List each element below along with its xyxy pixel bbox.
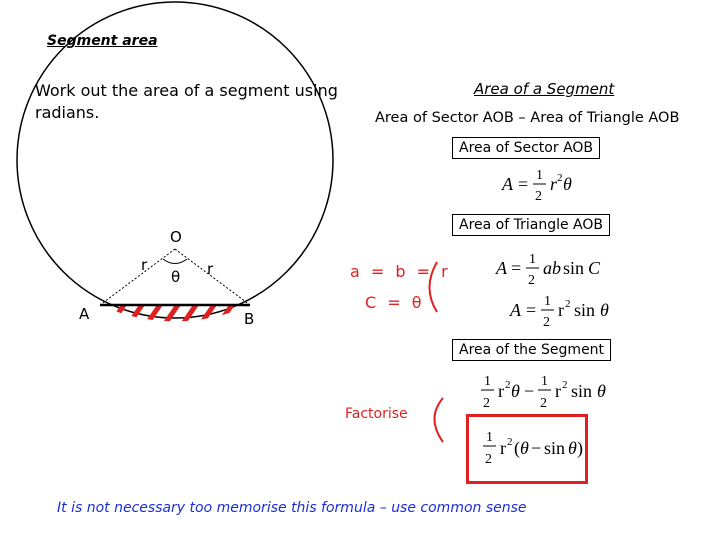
factorised-result-box (466, 414, 588, 484)
segment-area-expression (478, 370, 638, 414)
svg-text:A: A (510, 300, 521, 320)
segment-area-label: Area of the Segment (452, 339, 611, 361)
svg-text:1: 1 (484, 374, 491, 389)
svg-text:2: 2 (540, 396, 547, 411)
svg-text:=: = (511, 258, 522, 278)
svg-text:θ: θ (563, 174, 572, 194)
factorise-bracket (435, 398, 444, 442)
triangle-area-label: Area of Triangle AOB (452, 214, 610, 236)
point-o-label: O (170, 228, 182, 246)
sector-area-formula (500, 162, 590, 206)
svg-text:r: r (498, 381, 504, 401)
triangle-area-formula-general (492, 248, 607, 288)
svg-text:(: ( (514, 438, 520, 458)
svg-text:θ: θ (600, 300, 609, 320)
svg-text:sin: sin (563, 258, 585, 278)
svg-text:r: r (500, 438, 506, 458)
svg-text:1: 1 (486, 430, 493, 445)
svg-text:r: r (555, 381, 561, 401)
sector-area-label: Area of Sector AOB (452, 137, 600, 159)
svg-text:2: 2 (565, 298, 571, 310)
point-a-label: A (79, 305, 90, 323)
svg-text:2: 2 (485, 452, 492, 467)
svg-text:r: r (558, 300, 564, 320)
svg-text:2: 2 (535, 189, 542, 204)
svg-text:2: 2 (543, 315, 550, 330)
svg-text:sin: sin (574, 300, 596, 320)
svg-text:r: r (550, 174, 558, 194)
svg-text:2: 2 (483, 396, 490, 411)
page-title: Segment area (47, 33, 158, 49)
svg-text:2: 2 (557, 172, 563, 184)
footnote-text: It is not necessary too memorise this formula – use common sense (57, 500, 527, 516)
segment-definition: Area of Sector AOB – Area of Triangle AOB (375, 110, 680, 126)
svg-text:=: = (518, 174, 529, 194)
svg-text:−: − (531, 438, 542, 458)
svg-text:θ: θ (568, 438, 577, 458)
svg-text:θ: θ (597, 381, 606, 401)
svg-text:sin: sin (544, 438, 566, 458)
svg-text:ab: ab (543, 258, 561, 278)
radius-label-left: r (141, 256, 148, 274)
svg-text:1: 1 (544, 294, 551, 309)
intro-text: Work out the area of a segment using radians. (35, 81, 338, 122)
segment-heading: Area of a Segment (474, 80, 615, 98)
point-b-label: B (244, 310, 255, 328)
svg-text:sin: sin (571, 381, 593, 401)
svg-text:1: 1 (541, 374, 548, 389)
svg-text:2: 2 (562, 379, 568, 391)
radius-oa (100, 249, 175, 305)
svg-text:2: 2 (507, 436, 513, 448)
svg-text:C: C (588, 258, 601, 278)
svg-text:2: 2 (528, 273, 535, 288)
svg-text:=: = (526, 300, 537, 320)
svg-text:θ: θ (520, 438, 529, 458)
substitution-c-theta: C = θ (365, 293, 425, 312)
svg-text:A: A (502, 174, 513, 194)
radius-label-right: r (207, 260, 214, 278)
svg-text:θ: θ (511, 381, 520, 401)
substitution-abr: a = b = r (350, 262, 451, 281)
svg-text:1: 1 (536, 168, 543, 183)
angle-arc (163, 259, 187, 264)
svg-text:1: 1 (529, 252, 536, 267)
svg-text:): ) (577, 438, 583, 458)
angle-theta-label: θ (171, 268, 181, 286)
footnote (57, 500, 527, 516)
svg-text:−: − (524, 381, 535, 401)
svg-text:2: 2 (505, 379, 511, 391)
svg-text:A: A (496, 258, 507, 278)
triangle-area-formula-radius (508, 288, 633, 332)
factorised-formula (469, 417, 585, 481)
factorise-label: Factorise (345, 406, 408, 422)
